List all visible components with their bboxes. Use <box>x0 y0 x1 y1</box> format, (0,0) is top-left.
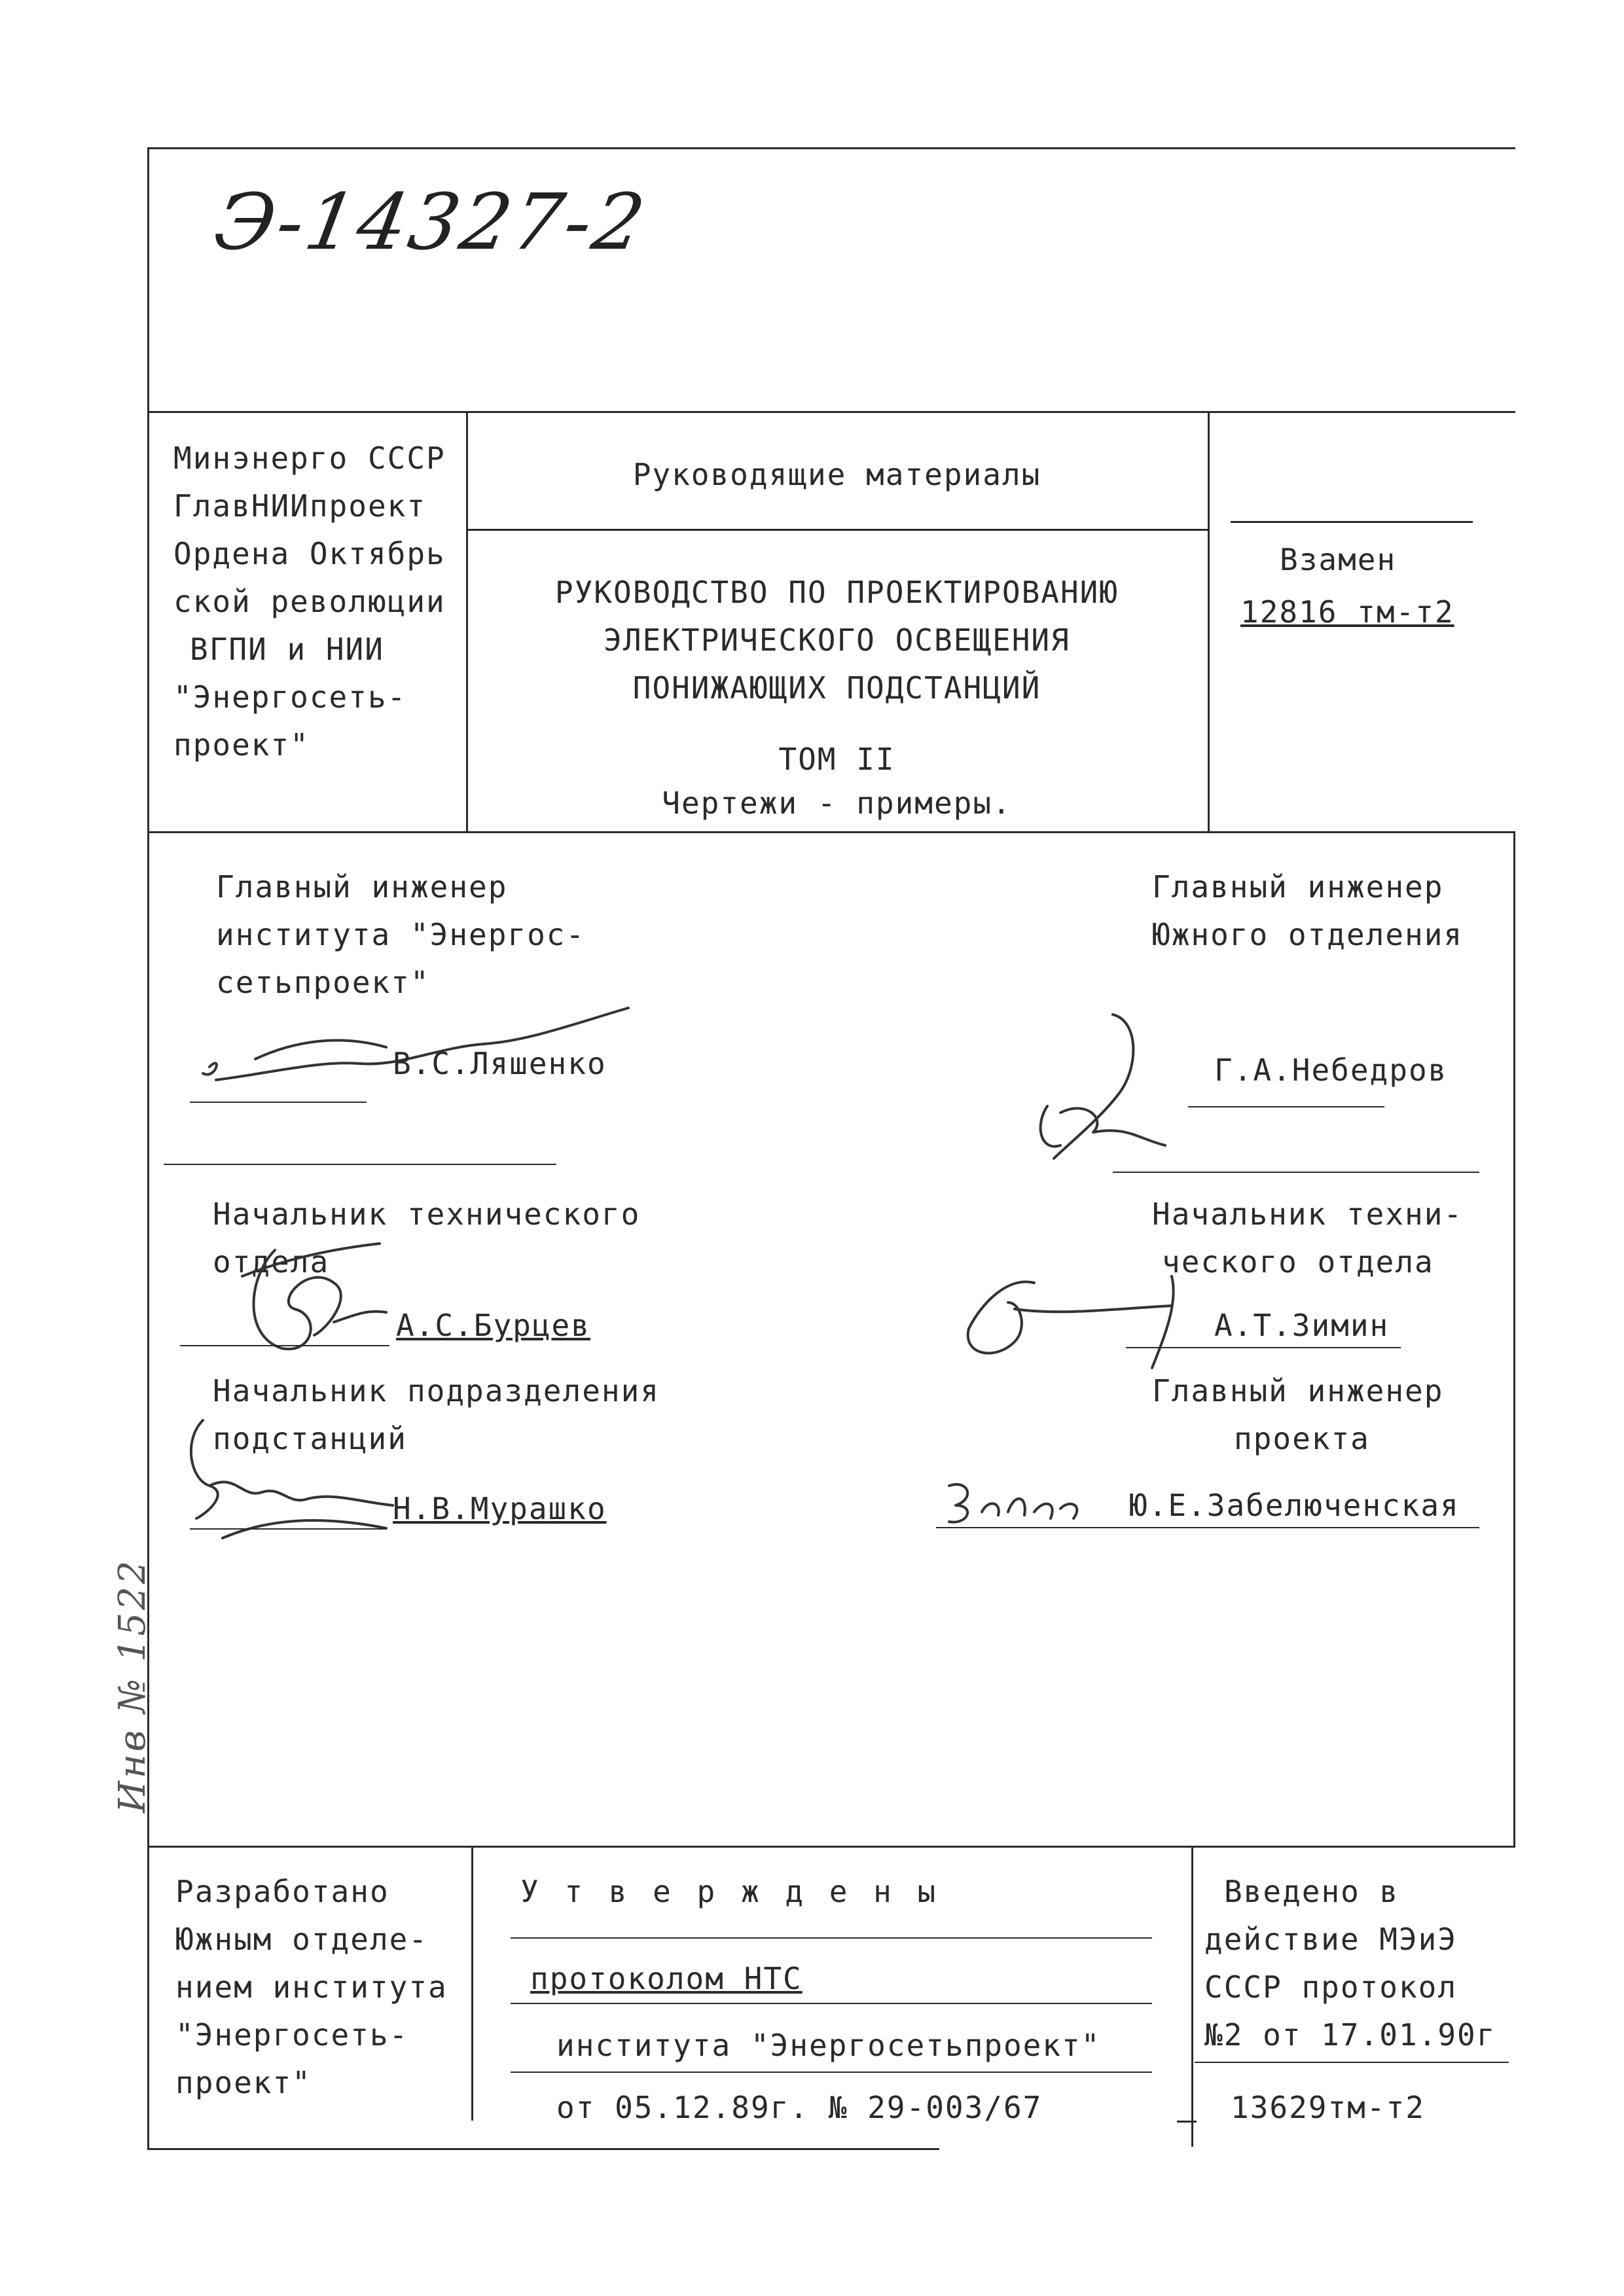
introduced-line: Введено в <box>1224 1874 1399 1909</box>
issuer-line: ВГПИ и НИИ <box>190 632 384 667</box>
frame-bottom-line <box>147 2148 939 2150</box>
signatory-position: ческого отдела <box>1162 1244 1434 1280</box>
issuer-line: ской революции <box>173 584 446 619</box>
developed-by-line: Разработано <box>175 1874 389 1909</box>
header-separator-line <box>147 411 1515 413</box>
introduced-line: СССР протокол <box>1204 1969 1458 2005</box>
category-underline <box>466 529 1208 531</box>
document-title-line: ЭЛЕКТРИЧЕСКОГО ОСВЕЩЕНИЯ <box>604 622 1070 658</box>
document-volume: ТОМ II <box>778 742 895 777</box>
signatory-position: отдела <box>213 1244 330 1280</box>
signatory-name: Ю.Е.Забелюченская <box>1129 1488 1460 1523</box>
approved-heading: У т в е р ж д е н ы <box>520 1874 940 1909</box>
document-title-line: ПОНИЖАЮЩИХ ПОДСТАНЦИЙ <box>632 670 1041 706</box>
inventory-number: Э-14327-2 <box>208 177 654 267</box>
signatory-position: Южного отделения <box>1152 917 1464 952</box>
header-divider-right <box>1208 411 1210 831</box>
developed-by-line: проект" <box>175 2065 312 2100</box>
signatory-name: А.Т.Зимин <box>1214 1308 1390 1343</box>
frame-top-line <box>147 147 1515 149</box>
issuer-line: проект" <box>173 727 310 762</box>
signature-mark <box>1028 1008 1178 1178</box>
signature-line <box>1126 1347 1401 1348</box>
developed-by-line: "Энергосеть- <box>175 2017 409 2053</box>
signature-mark <box>236 1237 393 1361</box>
replaces-top-line <box>1231 521 1473 523</box>
footer-top-line <box>147 1846 1515 1848</box>
approved-rule <box>511 2072 1152 2073</box>
document-subtitle: Чертежи - примеры. <box>662 785 1012 821</box>
signatory-position: Главный инженер <box>216 869 508 905</box>
signatory-position: Начальник техни- <box>1152 1196 1464 1232</box>
footer-divider-left <box>471 1846 473 2121</box>
introduced-line: действие МЭиЭ <box>1204 1922 1458 1957</box>
signature-line <box>190 1102 367 1103</box>
signature-line <box>180 1345 389 1346</box>
signatory-position: Начальник подразделения <box>213 1373 660 1408</box>
signature-mark <box>177 1407 412 1558</box>
signatory-name: Н.В.Мурашко <box>393 1491 607 1526</box>
margin-note: Инв № 1522 <box>111 1558 154 1813</box>
developed-by-line: нием института <box>175 1969 448 2005</box>
replaces-number: 12816 тм-т2 <box>1240 594 1454 630</box>
introduced-rule <box>1195 2062 1509 2063</box>
signatory-position: Главный инженер <box>1152 1373 1444 1408</box>
footer-tick <box>1177 2121 1197 2123</box>
document-title-line: РУКОВОДСТВО ПО ПРОЕКТИРОВАНИЮ <box>554 575 1119 610</box>
issuer-line: ГлавНИИпроект <box>173 488 427 524</box>
signatory-position: института "Энергос- <box>216 917 586 952</box>
section-separator <box>164 1164 556 1165</box>
signatory-position: Начальник технического <box>213 1196 641 1232</box>
issuer-line: "Энергосеть- <box>173 679 407 715</box>
signatory-name: В.С.Ляшенко <box>393 1046 607 1081</box>
document-category: Руководящие материалы <box>632 457 1041 492</box>
signatures-top-line <box>147 831 1515 833</box>
signature-line <box>936 1527 1479 1528</box>
approved-rule <box>511 1937 1152 1939</box>
issuer-line: Ордена Октябрь <box>173 536 446 571</box>
developed-by-line: Южным отделе- <box>175 1922 429 1957</box>
document-code: 13629тм-т2 <box>1231 2090 1425 2125</box>
approved-line: от 05.12.89г. № 29-003/67 <box>556 2090 1043 2125</box>
frame-left-line <box>147 147 149 2150</box>
signatory-name: Г.А.Небедров <box>1214 1052 1448 1088</box>
footer-divider-right <box>1191 1846 1193 2147</box>
approved-line: протоколом НТС <box>530 1961 803 1996</box>
signature-mark <box>936 1473 1087 1532</box>
signatory-position: подстанций <box>213 1421 407 1456</box>
signatory-position: сетьпроект" <box>216 965 430 1000</box>
signatory-name: А.С.Бурцев <box>396 1308 590 1343</box>
issuer-line: Минэнерго СССР <box>173 440 446 476</box>
signatory-position: проекта <box>1234 1421 1370 1456</box>
section-separator <box>1113 1172 1479 1173</box>
signature-line <box>1188 1106 1384 1107</box>
approved-rule <box>511 2003 1152 2004</box>
approved-line: института "Энергосетьпроект" <box>556 2028 1101 2063</box>
introduced-line: №2 от 17.01.90г <box>1204 2017 1496 2053</box>
signature-line <box>190 1528 386 1530</box>
frame-right-line <box>1513 831 1515 1846</box>
replaces-label: Взамен <box>1280 542 1397 577</box>
signatory-position: Главный инженер <box>1152 869 1444 905</box>
